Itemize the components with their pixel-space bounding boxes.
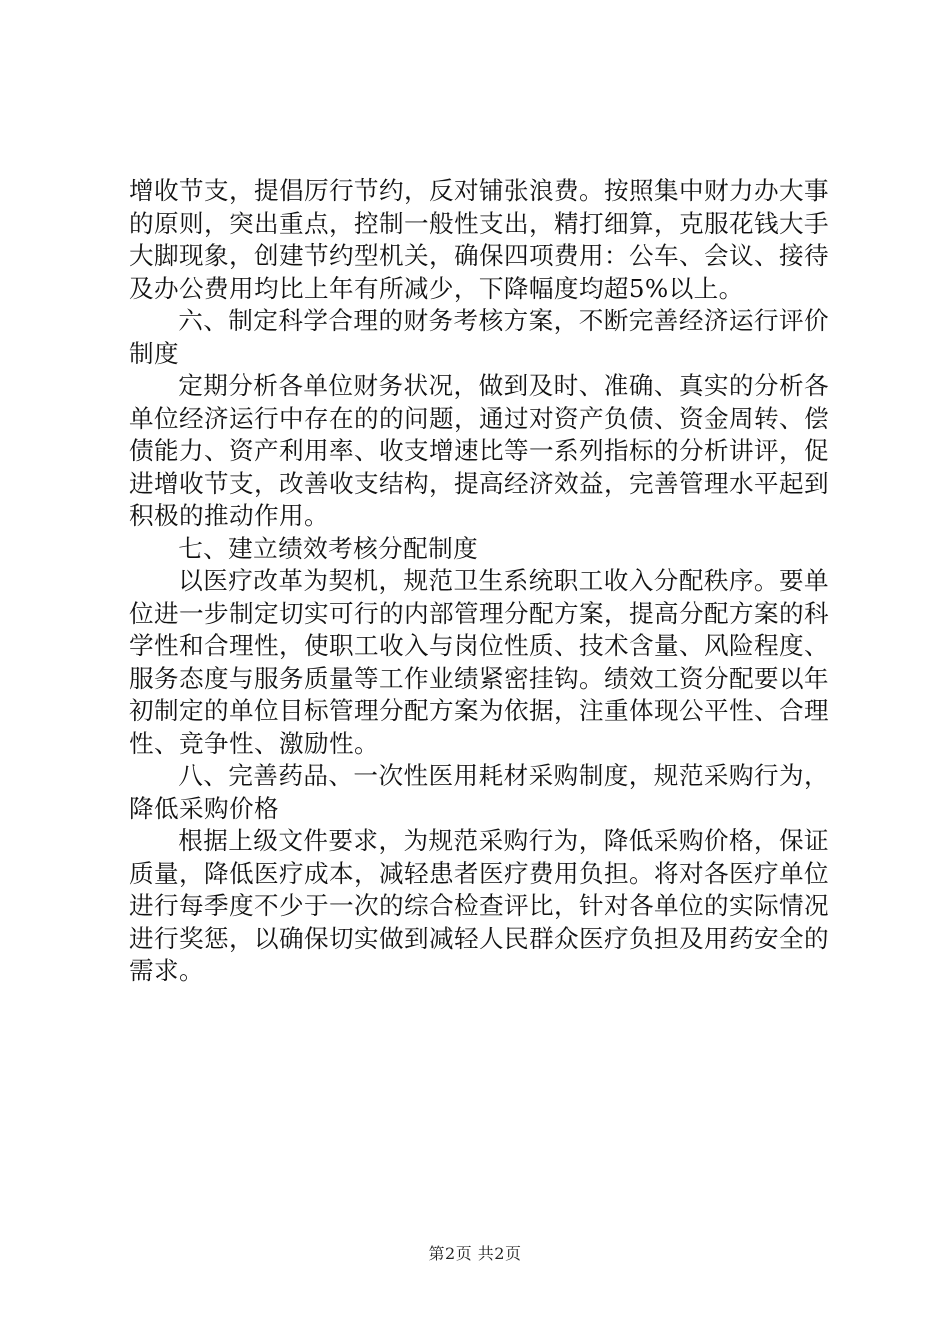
document-body [129, 175, 829, 988]
paragraph-section-7: 以医疗改革为契机，规范卫生系统职工收入分配秩序。要单位进一步制定切实可行的内部管理分配方案，提高分配方案的科学性和合理性，使职工收入与岗位性质、技术含量、风险程度、服务态度与服务质量等工作业绩紧密挂钩。绩效工资分配要以年初制定的单位目标管理分配方案为依据，注重体现公平性、合理性、竞争性、激励性。 [129, 566, 829, 758]
section-heading-8: 八、完善药品、一次性医用耗材采购制度，规范采购行为，降低采购价格 [129, 761, 829, 823]
page-number-footer: 第2页 共2页 [428, 1244, 522, 1263]
paragraph-continuation: 增收节支，提倡厉行节约，反对铺张浪费。按照集中财力办大事的原则，突出重点，控制一般性支出，精打细算，克服花钱大手大脚现象，创建节约型机关，确保四项费用：公车、会议、接待及办公费用均比上年有所减少，下降幅度均超5%以上。 [129, 176, 829, 303]
section-heading-7: 七、建立绩效考核分配制度 [178, 533, 479, 563]
paragraph-section-8: 根据上级文件要求，为规范采购行为，降低采购价格，保证质量，降低医疗成本，减轻患者医疗费用负担。将对各医疗单位进行每季度不少于一次的综合检查评比，针对各单位的实际情况进行奖惩，以确保切实做到减轻人民群众医疗负担及用药安全的需求。 [129, 826, 829, 985]
section-heading-6: 六、制定科学合理的财务考核方案，不断完善经济运行评价制度 [129, 306, 829, 368]
paragraph-section-6: 定期分析各单位财务状况，做到及时、准确、真实的分析各单位经济运行中存在的的问题，通过对资产负债、资金周转、偿债能力、资产利用率、收支增速比等一系列指标的分析讲评，促进增收节支，改善收支结构，提高经济效益，完善管理水平起到积极的推动作用。 [129, 371, 829, 530]
